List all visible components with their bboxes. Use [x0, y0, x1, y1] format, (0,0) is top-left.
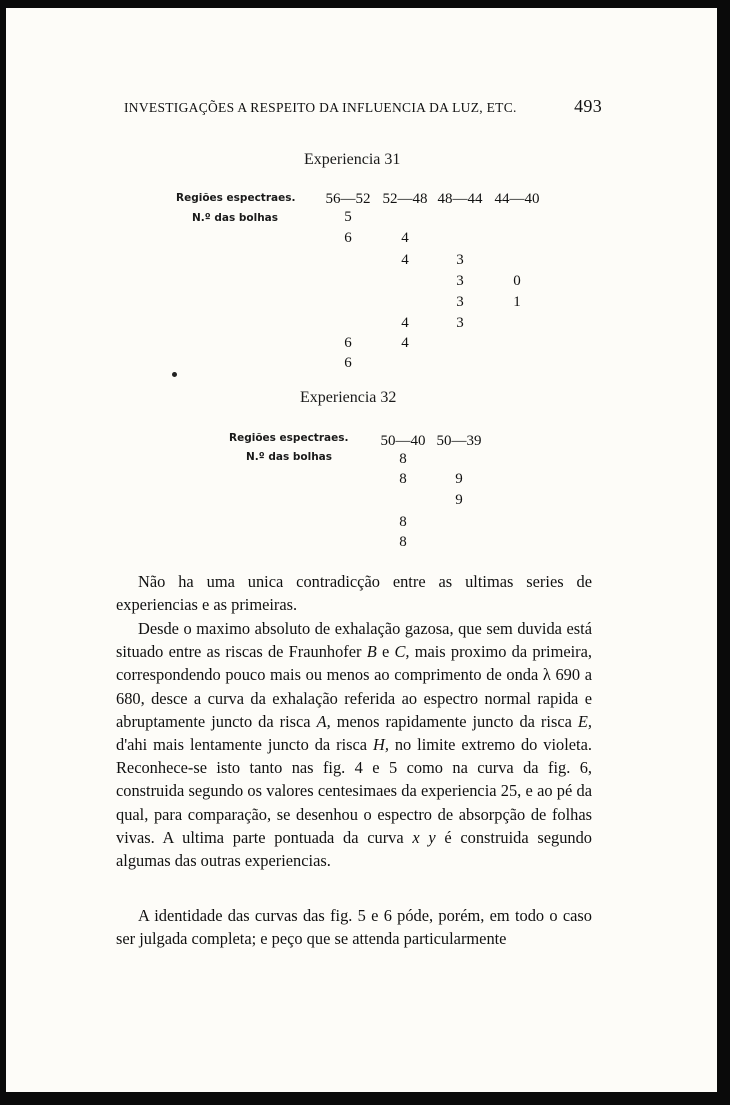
table-cell: 6	[344, 355, 352, 371]
p2-text-b: e	[376, 642, 395, 662]
table-cell: 6	[344, 230, 352, 246]
p2-H: H,	[372, 735, 389, 755]
p2-xy: x y	[412, 827, 436, 847]
table-cell: 6	[344, 335, 352, 351]
table-cell: 4	[401, 315, 409, 331]
p2-text-a: Desde o maximo absoluto de exhalação gazosa, que sem duvida está situado entre as riscas de Fraunhofer	[116, 619, 592, 662]
paragraph-3: A identidade das curvas das fig. 5 e 6 póde, porém, em todo o caso ser julgada completa; e peço que se attenda particularmente	[116, 906, 592, 949]
column-header: 44—40	[494, 191, 540, 207]
column-header: 56—52	[325, 191, 371, 207]
table-cell: 3	[456, 315, 464, 331]
stray-mark	[172, 372, 177, 377]
exp31-regions-label: Regiões espectraes.	[176, 192, 296, 204]
table-cell: 8	[399, 451, 407, 467]
paragraph-1: Não ha uma unica contradicção entre as ultimas series de experiencias e as primeiras.	[116, 572, 592, 615]
table-cell: 1	[513, 294, 521, 310]
table-cell: 4	[401, 335, 409, 351]
running-header	[124, 96, 602, 116]
book-page	[6, 8, 717, 1092]
page-number: 493	[574, 96, 602, 116]
p2-text-e: d'ahi mais lentamente juncto da risca	[116, 735, 373, 755]
table-cell: 3	[456, 294, 464, 310]
table-cell: 3	[456, 273, 464, 289]
table-cell: 8	[399, 514, 407, 530]
table-cell: 8	[399, 534, 407, 550]
table-cell: 4	[401, 230, 409, 246]
column-header: 48—44	[437, 191, 483, 207]
exp32-regions-label: Regiões espectraes.	[229, 432, 349, 444]
p2-text-f: no limite extremo do violeta. Reconhece-se isto tanto nas fig. 4 e 5 como na curva da fig. 6, construida segundo os valores centesimaes da experiencia 25, e ao pé da qual, para comparação, se desenhou o espectro de absorpção de folhas vivas. A ultima parte pontuada da curva	[116, 735, 592, 847]
column-header: 50—40	[380, 433, 426, 449]
p2-A: A,	[316, 711, 331, 731]
p2-C: C,	[394, 642, 410, 662]
running-title: INVESTIGAÇÕES A RESPEITO DA INFLUENCIA DA LUZ, ETC.	[124, 100, 517, 115]
exp31-bubbles-label: N.º das bolhas	[192, 212, 278, 224]
column-header: 50—39	[436, 433, 482, 449]
table-cell: 8	[399, 471, 407, 487]
table-cell: 4	[401, 252, 409, 268]
experiment-31-title: Experiencia 31	[304, 151, 401, 168]
p2-text-g: é construida segundo algumas das outras experiencias.	[116, 827, 592, 871]
exp32-bubbles-label: N.º das bolhas	[246, 451, 332, 463]
p2-text-d: menos rapidamente juncto da risca	[330, 711, 578, 731]
p2-text-c: mais proximo da primeira, correspondendo pouco mais ou menos ao comprimento de onda λ 690 a 680, desce a curva da exhalação referida ao espectro normal rapida e abruptamente juncto da risca	[116, 642, 592, 731]
paragraph-2	[116, 617, 592, 872]
experiment-32-title: Experiencia 32	[300, 389, 397, 406]
table-cell: 9	[455, 471, 463, 487]
table-cell: 9	[455, 492, 463, 508]
table-cell: 3	[456, 252, 464, 268]
p2-B: B	[366, 642, 377, 662]
table-cell: 0	[513, 273, 521, 289]
p2-E: E,	[577, 711, 592, 731]
table-cell: 5	[344, 209, 352, 225]
column-header: 52—48	[382, 191, 428, 207]
